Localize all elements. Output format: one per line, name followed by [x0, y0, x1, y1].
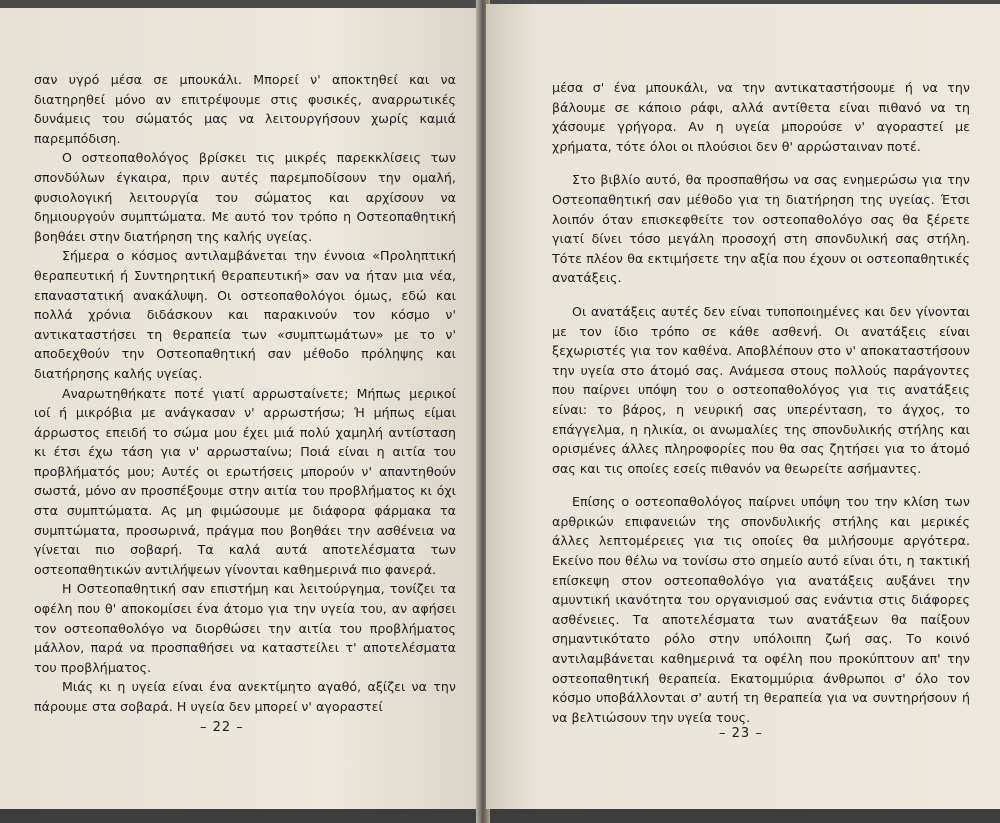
page-number: – 22 – — [200, 720, 244, 735]
left-page — [0, 8, 480, 809]
paragraph: Η Οστεοπαθητική σαν επιστήμη και λειτούργημα, τονίζει τα οφέλη που θ' αποκομίσει ένα άτομο για την υγεία του, αν αφήσει τον οστεοπαθολόγο να διορθώσει την αιτία του προβλήματος μάλλον, παρά να προσπαθήσει να καταστείλει τ' αποτελέσματα του προβλήματος. — [34, 581, 456, 675]
right-page — [486, 4, 1000, 809]
paragraph: Σήμερα ο κόσμος αντιλαμβάνεται την έννοια «Προληπτική θεραπευτική ή Συντηρητική θεραπευτική» σαν να ήταν μια νέα, επαναστατική ανακάλυψη. Οι οστεοπαθολόγοι όμως, εδώ και πολλά χρόνια διδάσκουν και παρακινούν τον κόσμο ν' αντικαταστήσει τη θεραπεία των «συμπτωμάτων» με το ν' αποδεχθούν την Οστεοπαθητική σαν μέθοδο πρόληψης και διατήρησης καλής υγείας. — [34, 248, 456, 381]
left-page-text — [34, 70, 456, 717]
paragraph: Αναρωτηθήκατε ποτέ γιατί αρρωσταίνετε; Μήπως μερικοί ιοί ή μικρόβια με ανάγκασαν ν' αρρωστήσω; Ή μήπως είμαι άρρωστος επειδή το σώμα μου έχει μιά πολύ χαμηλή αντίσταση κι έτσι έχω τάση για ν' αρρωσταίνω; Ποιά είναι η αιτία του προβλήματός μου; Αυτές οι ερωτήσεις μπορούν ν' απαντηθούν σωστά, μόνο αν προσπέξουμε στην αιτία του προβλήματος κι όχι στα συμπτώματα. Ας μη φιμώσουμε με διάφορα φάρμακα τα συμπτώματα, προσωρινά, πράγμα που βοηθάει την ασθένεια να γίνεται πιο σοβαρή. Τα καλά αυτά αποτελέσματα των οστεοπαθητικών αντιλήψεων γίνονται καθημερινά πιο φανερά. — [34, 385, 456, 577]
paragraph: Ο οστεοπαθολόγος βρίσκει τις μικρές παρεκκλίσεις των σπονδύλων έγκαιρα, πριν αυτές παρεμποδίσουν την ομαλή, φυσιολογική λειτουργία του σώματος και αρχίσουν να δημιουργούν συμπτώματα. Με αυτό τον τρόπο η Οστεοπαθητική βοηθάει στην διατήρηση της καλής υγείας. — [34, 150, 456, 244]
paragraph: σαν υγρό μέσα σε μπουκάλι. Μπορεί ν' αποκτηθεί και να διατηρηθεί μόνο αν επιτρέψουμε στις φυσικές, αναρρωτικές δυνάμεις του σώματός μας να λειτουργήσουν χωρίς καμιά παρεμπόδιση. — [34, 72, 456, 146]
paragraph: Επίσης ο οστεοπαθολόγος παίρνει υπόψη του την κλίση των αρθρικών επιφανειών της σπονδυλικής στήλης και μερικές άλλες λεπτομέρειες για τις οποίες θα μιλήσουμε αργότερα. Εκείνο που θέλω να τονίσω στο σημείο αυτό είναι ότι, η τακτική επίσκεψη στον οστεοπαθολόγο για ανατάξεις αυξάνει την αμυντική ικανότητα του οργανισμού σας ενάντια στις διάφορες ασθένειες. Τα αποτελέσματα των ανατάξεων θα παίξουν σημαντικότατο ρόλο στην υπόλοιπη ζωή σας. Το κοινό αντιλαμβάνεται καθημερινά τα οφέλη που προκύπτουν απ' την οστεοπαθητική θεραπεία. Εκατομμύρια άνθρωποι σ' όλο τον κόσμο υποβάλλονται σ' αυτή τη θεραπεία για να συντηρήσουν ή να βελτιώσουν την υγεία τους. — [552, 494, 970, 725]
right-page-text — [552, 78, 970, 727]
paragraph: Οι ανατάξεις αυτές δεν είναι τυποποιημένες και δεν γίνονται με τον ίδιο τρόπο σε κάθε ασθενή. Οι ανατάξεις είναι ξεχωριστές για τον καθένα. Αποβλέπουν στο ν' αποκαταστήσουν την υγεία στο άτομό σας. Ανάμεσα στους πολλούς παράγοντες που παίρνει υπόψη του ο οστεοπαθολόγος για τις ανατάξεις είναι: το βάρος, η νευρική σας υπερένταση, το άγχος, το επάγγελμα, η ηλικία, οι ανωμαλίες της σπονδυλικής στήλης και ορισμένες άλλες πληροφορίες που θα σας ζητήσει για το άτομό σας και τις οποίες εσείς πιθανόν να θεωρείτε ασήμαντες. — [552, 303, 970, 476]
page-number: – 23 – — [719, 726, 763, 741]
paragraph: Μιάς κι η υγεία είναι ένα ανεκτίμητο αγαθό, αξίζει να την πάρουμε στα σοβαρά. Η υγεία δεν μπορεί ν' αγοραστεί — [34, 679, 456, 714]
paragraph: μέσα σ' ένα μπουκάλι, να την αντικαταστήσουμε ή να την βάλουμε σε κάποιο ράφι, αλλά αντίθετα είναι πιθανό να τη χάσουμε γρήγορα. Αν η υγεία μπορούσε ν' αγοραστεί με χρήματα, τότε όλοι οι πλούσιοι δεν θ' αρρώσταιναν ποτέ. — [552, 80, 970, 154]
paragraph: Στο βιβλίο αυτό, θα προσπαθήσω να σας ενημερώσω για την Οστεοπαθητική σαν μέθοδο για τη διατήρηση της υγείας. Έτσι λοιπόν όταν επισκεφθείτε τον οστεοπαθολόγο σας θα ξέρετε γιατί δίνει τόσο μεγάλη προσοχή στη σπονδυλική σας στήλη. Τότε πλέον θα εκτιμήσετε την αξία που έχουν οι οστεοπαθητικές ανατάξεις. — [552, 172, 970, 286]
